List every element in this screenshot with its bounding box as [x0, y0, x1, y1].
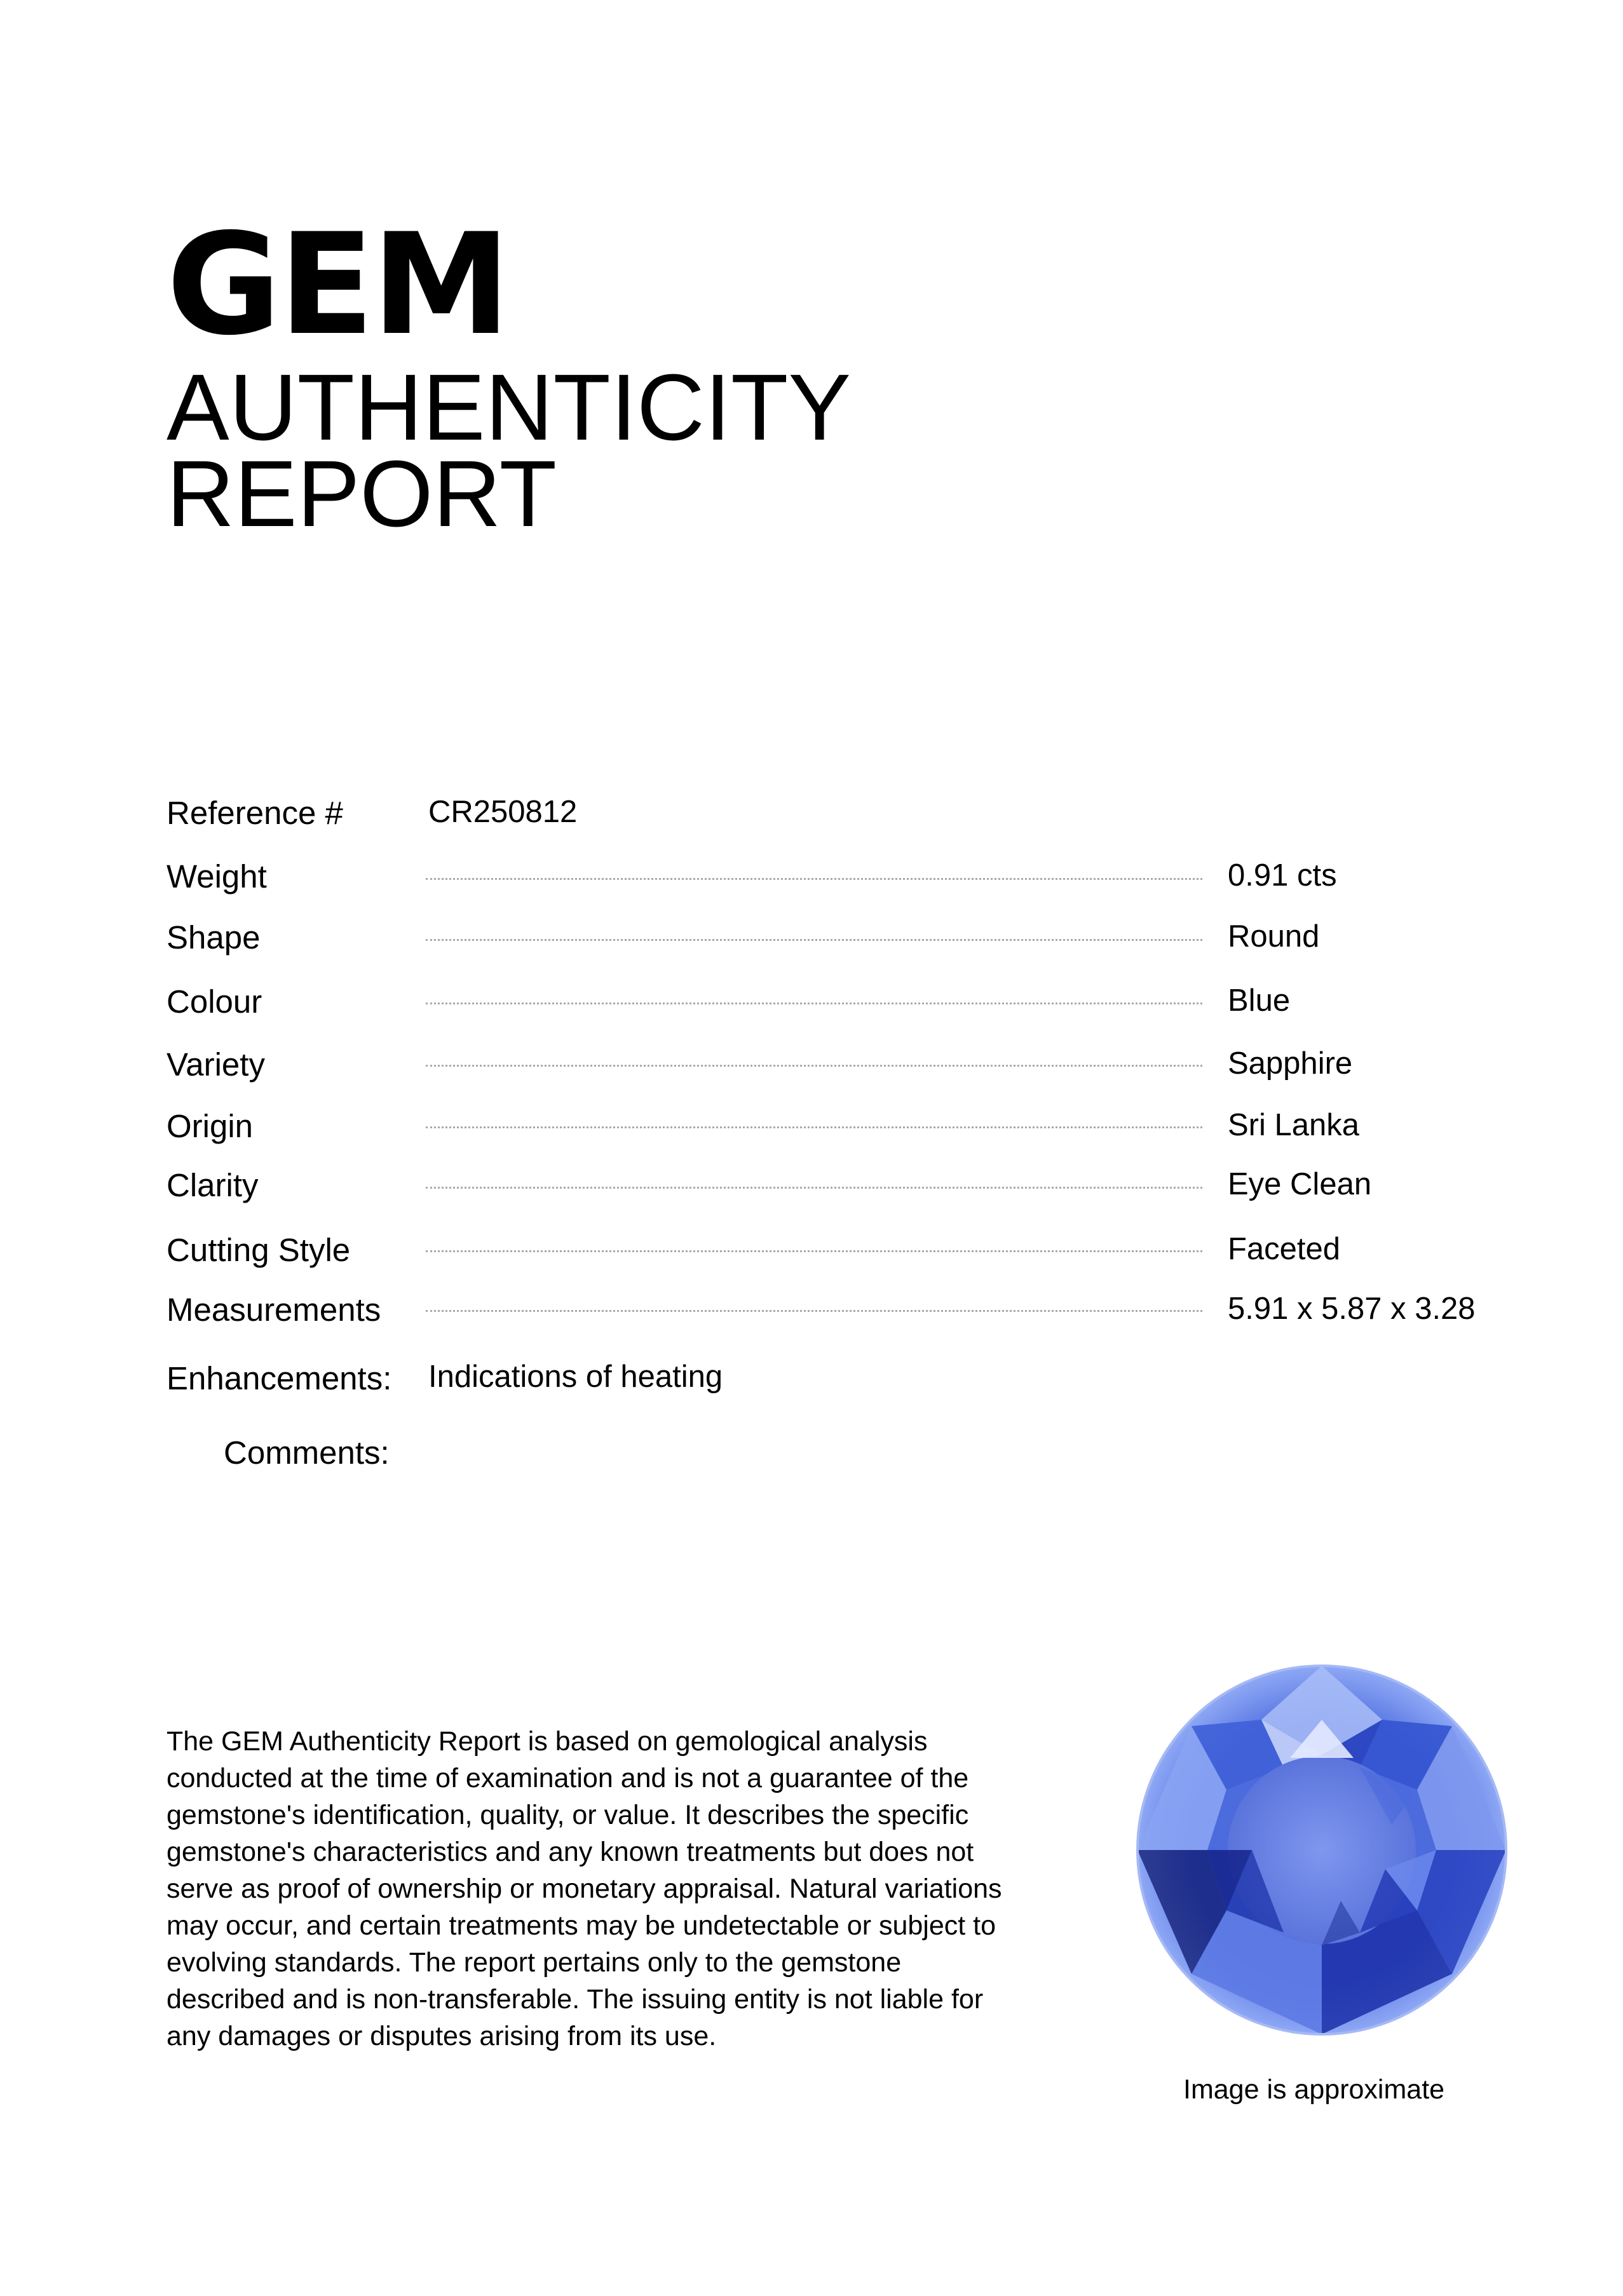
- dotted-leader: [426, 1003, 1202, 1004]
- report-title-line-1: AUTHENTICITY: [166, 355, 852, 460]
- dotted-leader: [426, 1250, 1202, 1252]
- report-title: [166, 355, 852, 546]
- brand-logo: GEM: [166, 203, 508, 366]
- field-value: Blue: [1228, 983, 1291, 1018]
- reference-label: Reference #: [166, 795, 343, 831]
- field-value: 5.91 x 5.87 x 3.28: [1228, 1292, 1476, 1326]
- field-value: Sri Lanka: [1228, 1108, 1360, 1142]
- field-label: Colour: [166, 983, 262, 1020]
- comments-label: Comments:: [224, 1435, 390, 1471]
- sapphire-icon: [1131, 1659, 1512, 2041]
- field-label: Clarity: [166, 1167, 259, 1203]
- field-label: Cutting Style: [166, 1232, 351, 1268]
- dotted-leader: [426, 1187, 1202, 1189]
- field-label: Shape: [166, 919, 261, 956]
- field-value: Faceted: [1228, 1232, 1341, 1266]
- dotted-leader: [426, 1065, 1202, 1067]
- dotted-leader: [426, 878, 1202, 880]
- dotted-leader: [426, 1126, 1202, 1128]
- reference-value: CR250812: [428, 795, 578, 829]
- disclaimer-text: The GEM Authenticity Report is based on gemological analysis conducted at the time of examination and is not a guarantee of the gemstone's identification, quality, or value. It describes the specific gemstone's characteristics and any known treatments but does not serve as proof of ownership or monetary appraisal. Natural variations may occur, and certain treatments may be undetectable or subject to evolving standards. The report pertains only to the gemstone described and is non-transferable. The issuing entity is not liable for any damages or disputes arising from its use.: [166, 1726, 1002, 2051]
- enhancements-value: Indications of heating: [428, 1360, 723, 1394]
- field-value: Eye Clean: [1228, 1167, 1372, 1201]
- field-value: Round: [1228, 919, 1320, 954]
- field-label: Measurements: [166, 1292, 381, 1328]
- field-label: Variety: [166, 1046, 265, 1083]
- gemstone-image: [1131, 1659, 1512, 2041]
- report-title-line-2: REPORT: [166, 442, 557, 546]
- dotted-leader: [426, 939, 1202, 941]
- field-value: Sapphire: [1228, 1046, 1353, 1081]
- image-caption: Image is approximate: [1183, 2074, 1445, 2105]
- field-value: 0.91 cts: [1228, 858, 1337, 893]
- field-label: Weight: [166, 858, 267, 895]
- dotted-leader: [426, 1310, 1202, 1312]
- field-label: Origin: [166, 1108, 254, 1144]
- enhancements-label: Enhancements:: [166, 1360, 392, 1396]
